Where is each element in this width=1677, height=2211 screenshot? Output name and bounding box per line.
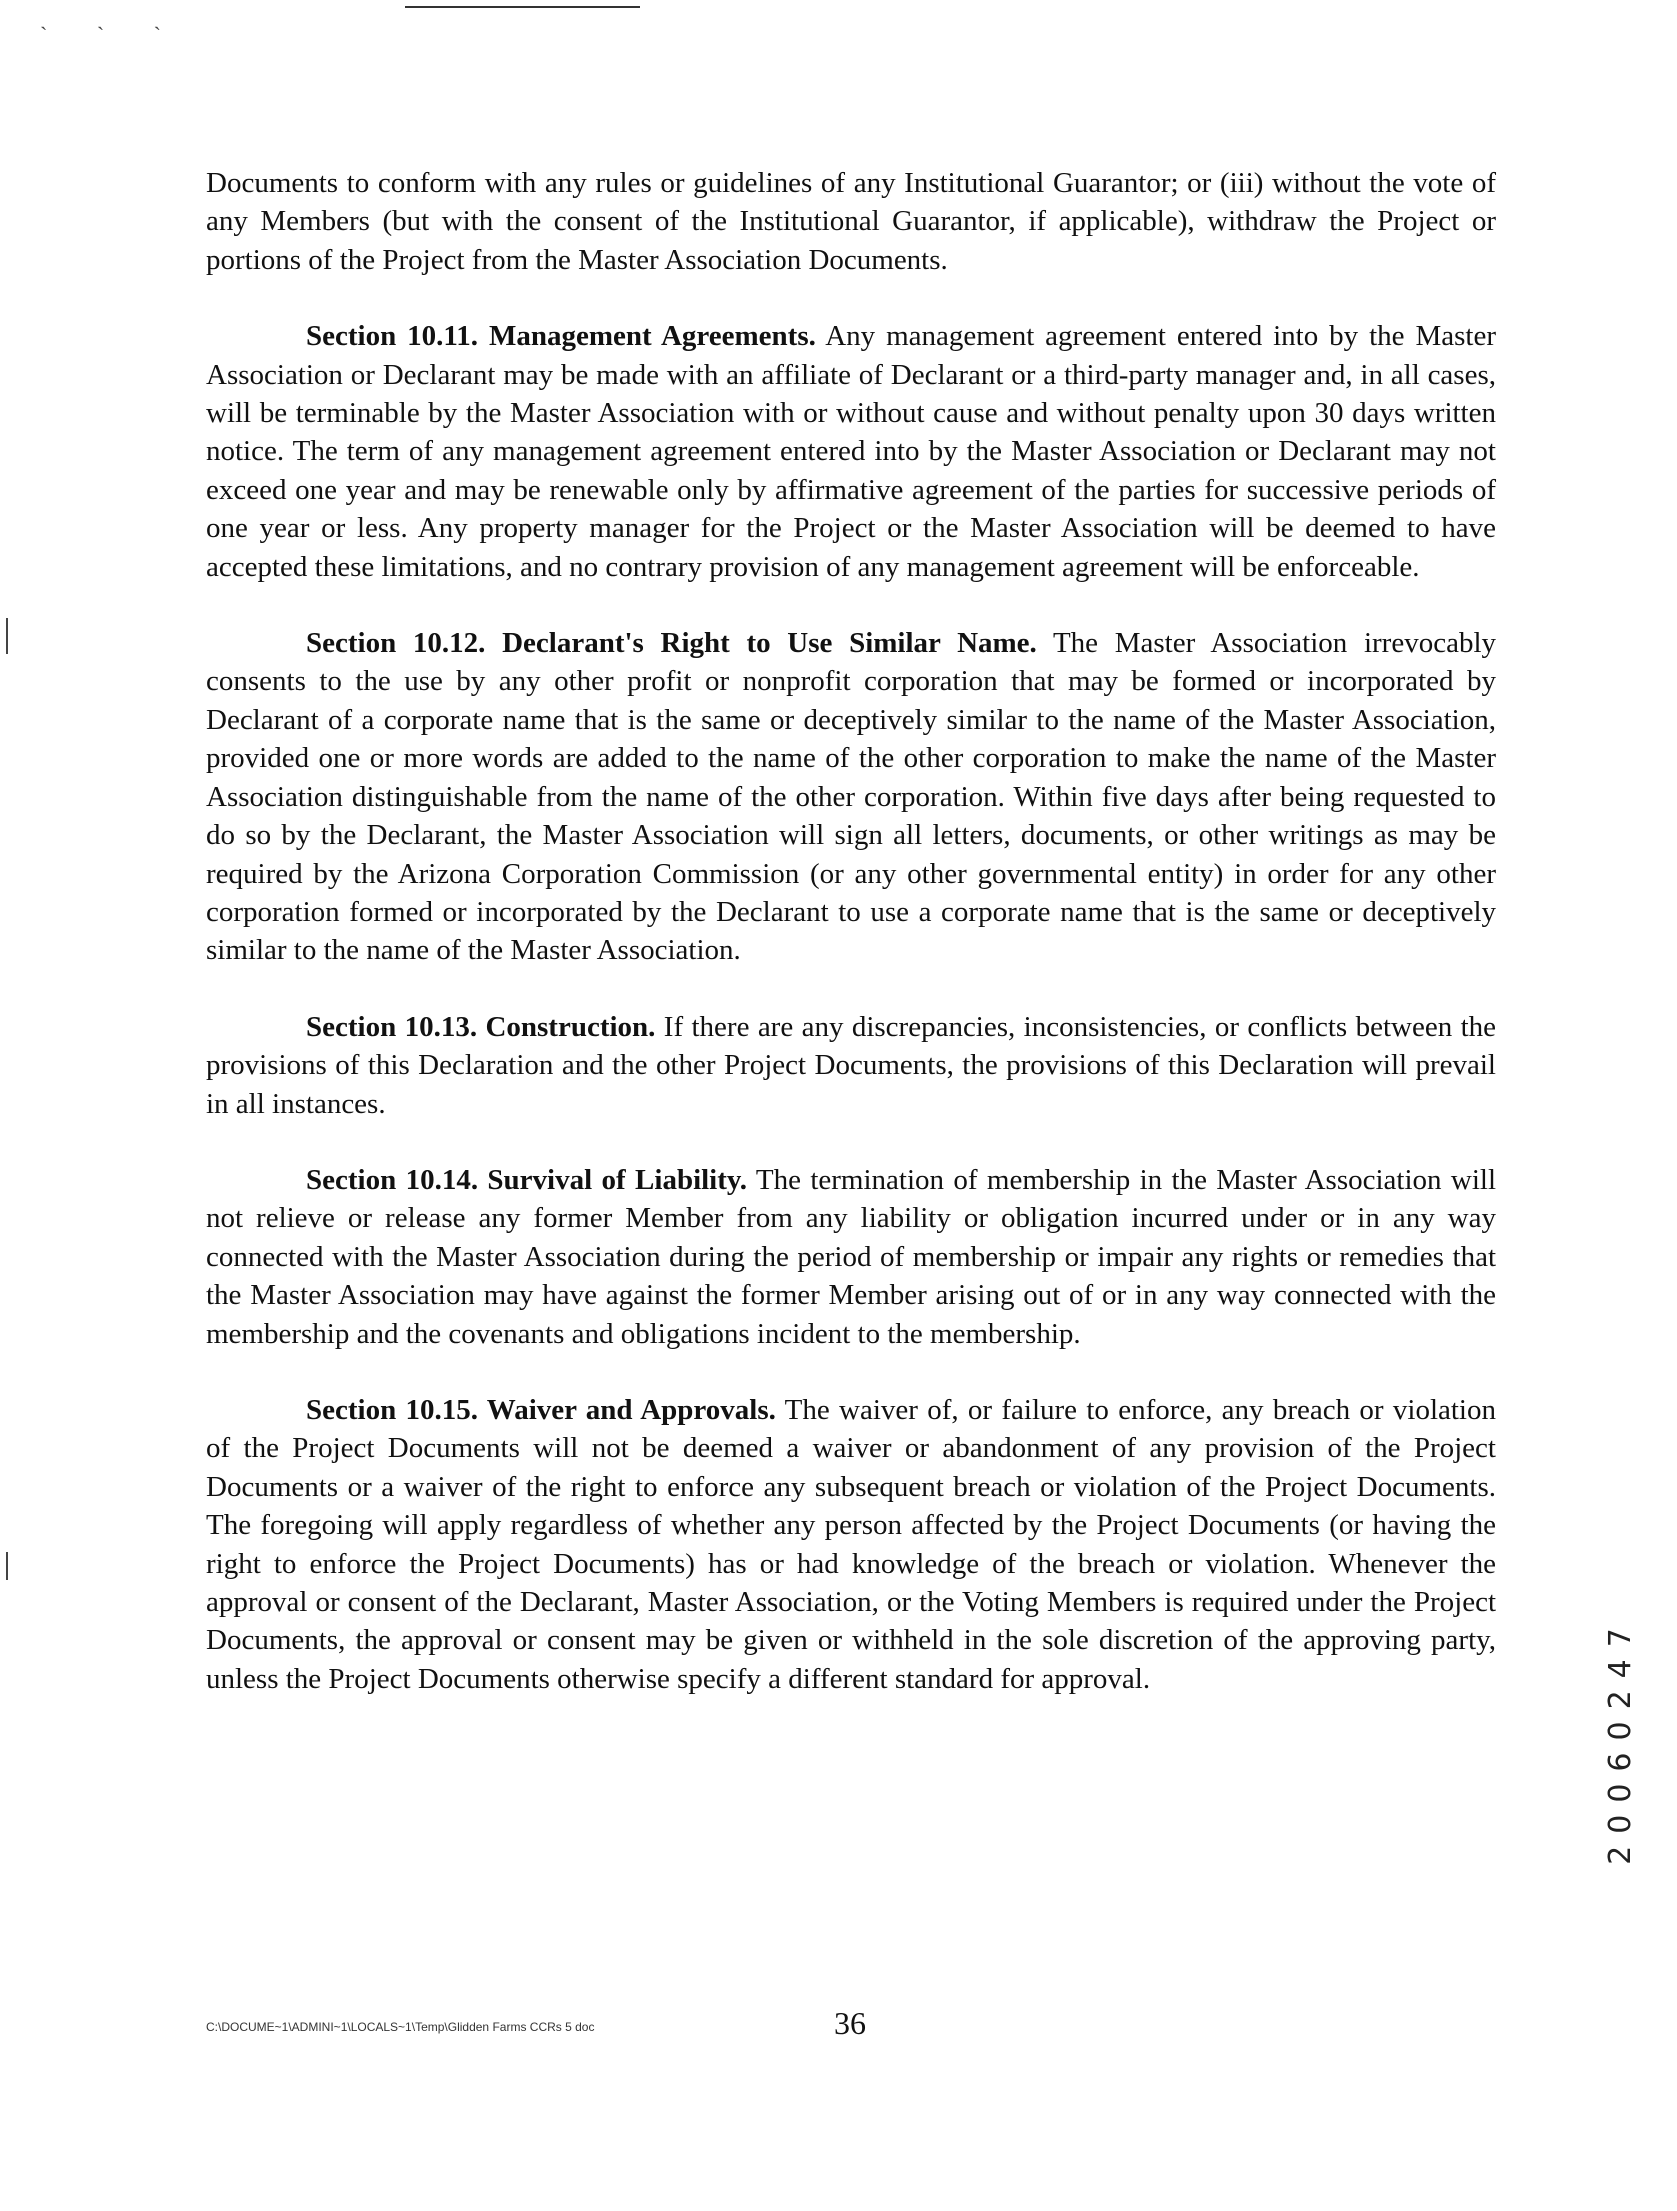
margin-bar — [6, 1552, 8, 1580]
section-heading: Section 10.15. Waiver and Approvals. — [306, 1393, 776, 1426]
section-body: The termination of membership in the Master Association will not relieve or release any former Member from any liability or obligation incurred under or in any way connected with the Master Association during the period of membership or impair any rights or remedies that the Master Association may have against the former Member arising out of or in any way connected with the membership and the covenants and obligations incident to the membership. — [206, 1163, 1496, 1350]
section-10-14 — [206, 1161, 1496, 1353]
section-10-11 — [206, 317, 1496, 586]
recording-number-stamp — [1600, 1575, 1640, 1905]
section-body: The Master Association irrevocably consents to the use by any other profit or nonprofit corporation that may be formed or incorporated by Declarant of a corporate name that is the same or deceptively similar to the name of the Master Association, provided one or more words are added to the name of the other corporation to make the name of the Master Association distinguishable from the name of the other corporation. Within five days after being requested to do so by the Declarant, the Master Association will sign all letters, documents, or other writings as may be required by the Arizona Corporation Commission (or any other governmental entity) in order for any other corporation formed or incorporated by the Declarant to use a corporate name that is the same or deceptively similar to the name of the Master Association. — [206, 627, 1497, 967]
section-body: The waiver of, or failure to enforce, any breach or violation of the Project Documents will not be deemed a waiver or abandonment of any provision of the Project Documents or a waiver of the right to enforce any subsequent breach or violation of the Project Documents. The foregoing will apply regardless of whether any person affected by the Project Documents (or having the right to enforce the Project Documents) has or had knowledge of the breach or violation. Whenever the approval or consent of the Declarant, Master Association, or the Voting Members is required under the Project Documents, the approval or consent may be given or withheld in the sole discretion of the approving party, unless the Project Documents otherwise specify a different standard for approval. — [206, 1393, 1496, 1695]
footer-file-path: C:\DOCUME~1\ADMINI~1\LOCALS~1\Temp\Glidden Farms CCRs 5 doc — [206, 2020, 595, 2034]
section-10-12 — [206, 624, 1496, 970]
margin-bar — [6, 618, 8, 654]
scan-marks: ` ` ` — [40, 22, 183, 47]
section-body: Any management agreement entered into by the Master Association or Declarant may be made with an affiliate of Declarant or a third-party manager and, in all cases, will be terminable by the Master Association with or without cause and without penalty upon 30 days written notice. The term of any management agreement entered into by the Master Association or Declarant may not exceed one year and may be renewable only by affirmative agreement of the parties for successive periods of one year or less. Any property manager for the Project or the Master Association will be deemed to have accepted these limitations, and no contrary provision of any management agreement will be enforceable. — [206, 320, 1496, 583]
section-heading: Section 10.12. Declarant's Right to Use Similar Name. — [306, 627, 1037, 660]
section-heading: Section 10.13. Construction. — [306, 1010, 656, 1043]
section-body: If there are any discrepancies, inconsistencies, or conflicts between the provisions of this Declaration and the other Project Documents, the provisions of this Declaration will prevail in all instances. — [206, 1010, 1496, 1120]
section-10-15 — [206, 1391, 1496, 1698]
section-10-13 — [206, 1008, 1496, 1123]
intro-paragraph: Documents to conform with any rules or guidelines of any Institutional Guarantor; or (iii) without the vote of any Members (but with the consent of the Institutional Guarantor, if applicable), withdraw the Project or portions of the Project from the Master Association Documents. — [206, 167, 1496, 276]
document-body — [206, 164, 1496, 1736]
section-heading: Section 10.14. Survival of Liability. — [306, 1163, 748, 1196]
recording-number: 20060247 — [1602, 1615, 1638, 1865]
page-number: 36 — [834, 2005, 866, 2041]
section-heading: Section 10.11. Management Agreements. — [306, 320, 816, 353]
top-rule — [405, 6, 640, 8]
